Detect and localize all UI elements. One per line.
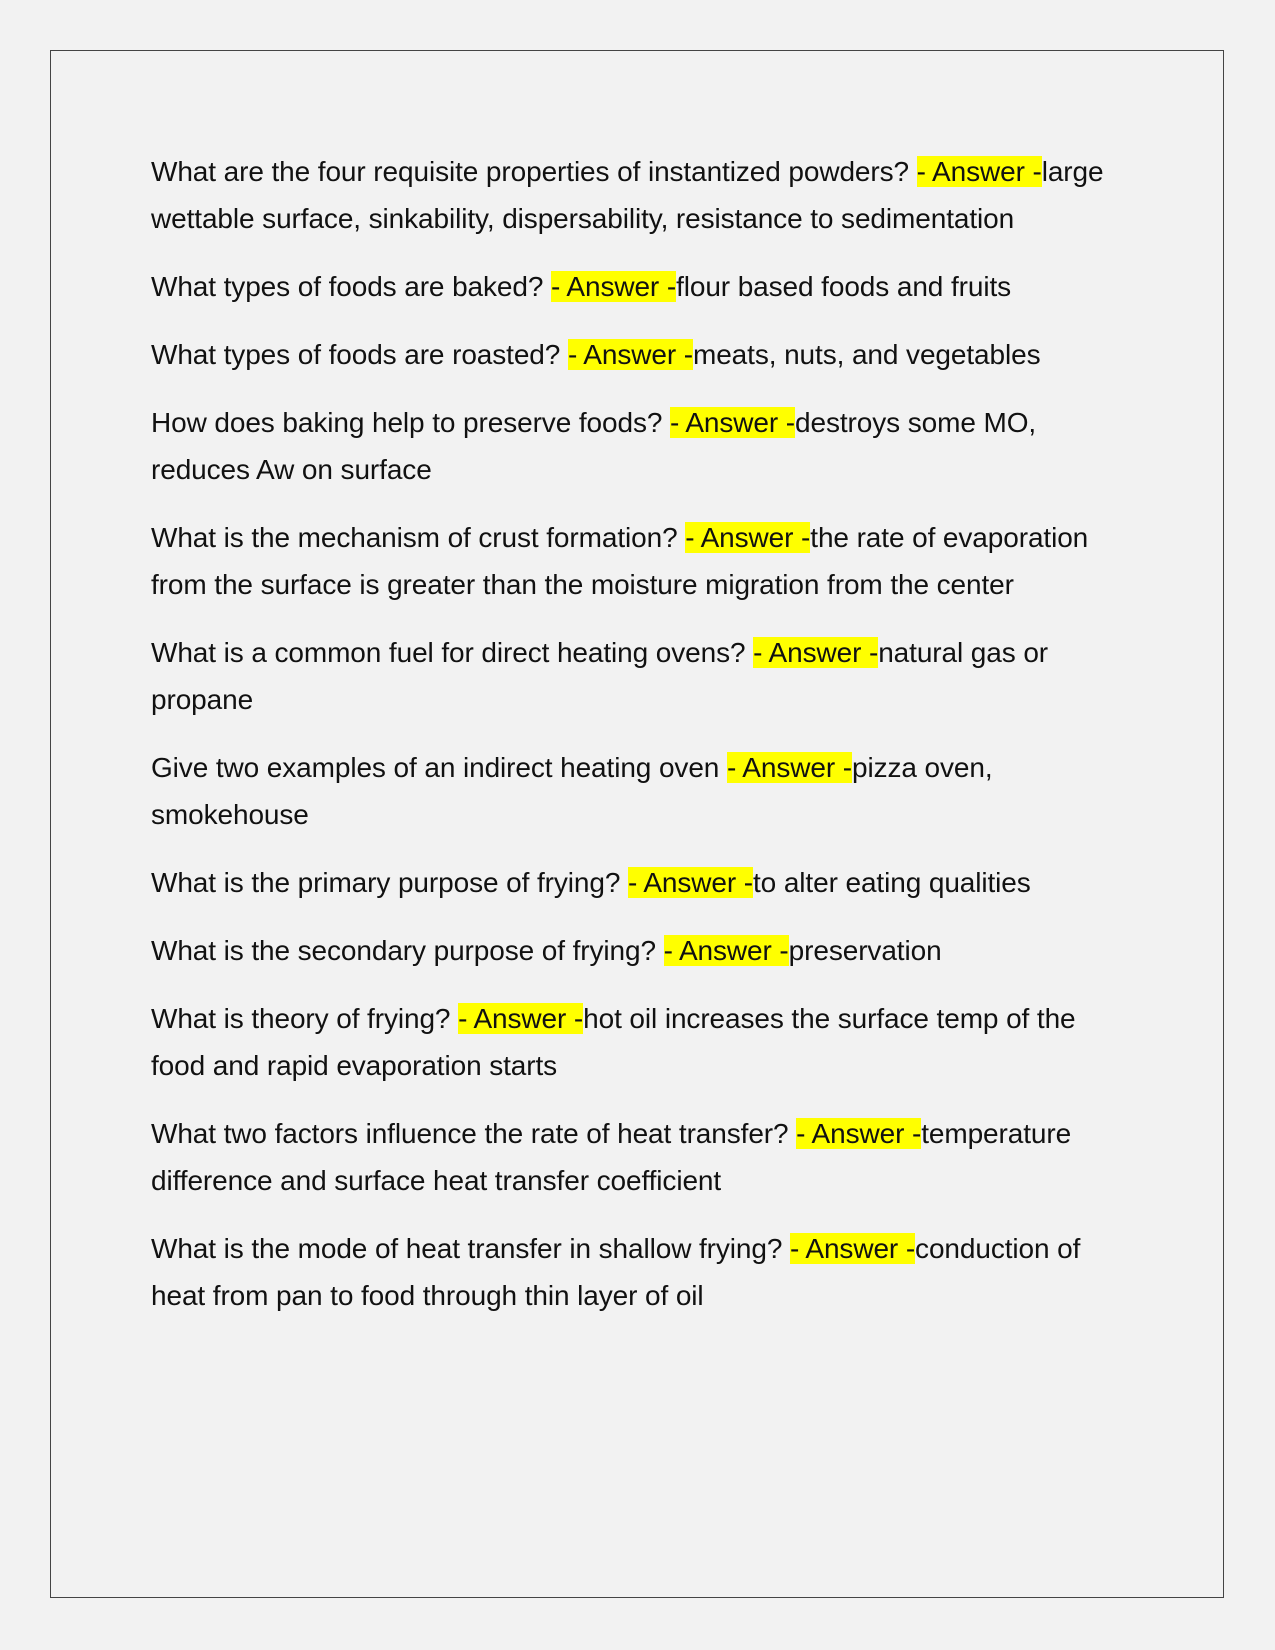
answer-text: to alter eating qualities [753, 867, 1031, 898]
qa-item [151, 927, 1131, 974]
answer-text: pizza oven, smokehouse [151, 752, 993, 830]
answer-marker: - Answer - [916, 156, 1042, 187]
answer-text: the rate of evaporation from the surface is greater than the moisture migration from the center [151, 522, 1089, 600]
question-text: How does baking help to preserve foods? [151, 407, 670, 438]
question-text: What types of foods are baked? [151, 271, 552, 302]
answer-marker: - Answer - [567, 339, 693, 370]
answer-marker: - Answer - [790, 1233, 916, 1264]
answer-text: large wettable surface, sinkability, dispersability, resistance to sedimentation [151, 156, 1104, 234]
qa-item [151, 629, 1131, 723]
qa-item [151, 514, 1131, 608]
answer-marker: - Answer - [753, 637, 879, 668]
answer-text: destroys some MO, reduces Aw on surface [151, 407, 1037, 485]
answer-marker: - Answer - [663, 935, 789, 966]
question-text: What are the four requisite properties of instantized powders? [151, 156, 917, 187]
question-text: What is the mode of heat transfer in shallow frying? [151, 1233, 791, 1264]
question-text: Give two examples of an indirect heating oven [151, 752, 727, 783]
qa-item [151, 399, 1131, 493]
question-text: What is a common fuel for direct heating ovens? [151, 637, 754, 668]
question-text: What two factors influence the rate of heat transfer? [151, 1118, 797, 1149]
answer-marker: - Answer - [627, 867, 753, 898]
answer-text: natural gas or propane [151, 637, 1049, 715]
qa-item [151, 1225, 1131, 1319]
qa-list [151, 148, 1131, 1340]
answer-marker: - Answer - [726, 752, 852, 783]
answer-marker: - Answer - [670, 407, 796, 438]
answer-text: temperature difference and surface heat transfer coefficient [151, 1118, 1072, 1196]
answer-text: meats, nuts, and vegetables [692, 339, 1041, 370]
answer-marker: - Answer - [458, 1003, 584, 1034]
qa-item [151, 148, 1131, 242]
qa-item [151, 995, 1131, 1089]
qa-item [151, 859, 1131, 906]
answer-text: flour based foods and fruits [676, 271, 1012, 302]
answer-marker: - Answer - [685, 522, 811, 553]
answer-marker: - Answer - [551, 271, 677, 302]
answer-text: conduction of heat from pan to food through thin layer of oil [151, 1233, 1081, 1311]
question-text: What is the mechanism of crust formation? [151, 522, 686, 553]
question-text: What is the secondary purpose of frying? [151, 935, 664, 966]
qa-item [151, 331, 1131, 378]
qa-item [151, 263, 1131, 310]
answer-marker: - Answer - [796, 1118, 922, 1149]
qa-item [151, 1110, 1131, 1204]
qa-item [151, 744, 1131, 838]
answer-text: preservation [788, 935, 942, 966]
question-text: What types of foods are roasted? [151, 339, 568, 370]
question-text: What is the primary purpose of frying? [151, 867, 628, 898]
answer-text: hot oil increases the surface temp of the food and rapid evaporation starts [151, 1003, 1076, 1081]
question-text: What is theory of frying? [151, 1003, 459, 1034]
